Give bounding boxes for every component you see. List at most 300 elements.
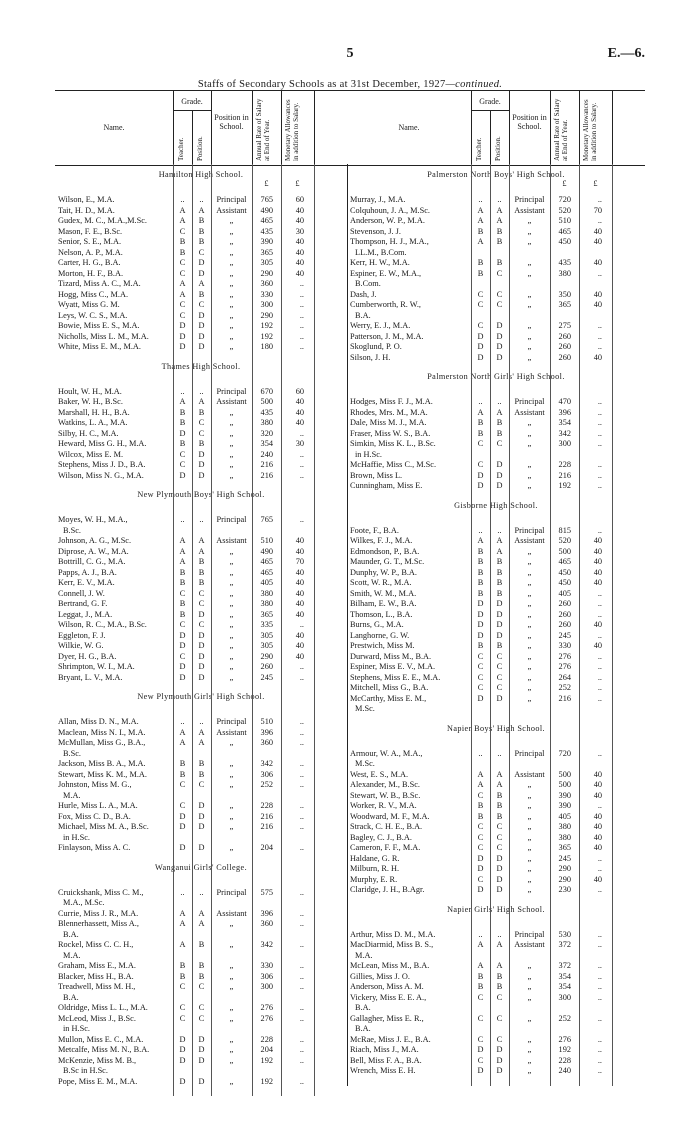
salary: 396 — [260, 727, 273, 737]
position-in-school: „ — [229, 961, 234, 970]
salary: 276 — [260, 1013, 273, 1023]
teacher-grade: D — [477, 470, 484, 480]
column-rule — [550, 164, 551, 1086]
allowance: .. — [299, 887, 304, 897]
salary: 330 — [260, 289, 273, 299]
table-row — [347, 331, 645, 342]
table-row — [55, 546, 347, 557]
staff-name: Rhodes, Mrs. M., M.A. — [350, 407, 428, 417]
position-grade: .. — [497, 929, 502, 939]
teacher-grade: A — [477, 216, 484, 225]
teacher-grade: D — [477, 620, 484, 629]
allowance: 40 — [593, 557, 602, 566]
staff-name: M.A. — [355, 950, 373, 960]
allowance: .. — [299, 717, 304, 726]
position-in-school: Principal — [216, 515, 247, 524]
position-in-school: „ — [229, 342, 234, 351]
teacher-grade: A — [179, 205, 186, 215]
table-row — [55, 459, 347, 470]
teacher-grade: D — [179, 843, 186, 852]
teacher-grade: B — [179, 578, 186, 587]
position-grade: C — [198, 588, 205, 598]
teacher-grade: B — [179, 247, 186, 257]
salary: 228 — [558, 460, 571, 469]
table-row — [55, 929, 347, 940]
staff-name: McCarthy, Miss E. M., — [350, 693, 427, 703]
teacher-grade: C — [477, 822, 484, 831]
staff-name: Anderson, W. P., M.A. — [350, 216, 425, 225]
staff-name: Edmondson, P., B.A. — [350, 546, 420, 556]
position-in-school: „ — [527, 672, 532, 682]
teacher-grade: B — [179, 759, 186, 768]
table-row — [55, 716, 347, 727]
position-in-school: „ — [527, 992, 532, 1002]
position-in-school: „ — [527, 790, 532, 800]
salary: 252 — [260, 780, 273, 789]
salary: 365 — [558, 843, 571, 852]
table-row — [347, 874, 645, 885]
table-row — [347, 449, 645, 460]
table-row — [55, 1065, 347, 1076]
table-row — [347, 205, 645, 216]
teacher-grade: D — [179, 1034, 186, 1044]
position-grade: D — [496, 342, 503, 351]
table-row — [347, 811, 645, 822]
position-in-school: „ — [527, 874, 532, 884]
teacher-grade: .. — [478, 195, 483, 204]
position-grade: .. — [497, 195, 502, 204]
staff-name: Kerr, H. W., M.A. — [350, 258, 410, 267]
staff-name: Morton, H. F., B.A. — [58, 268, 124, 278]
position-in-school: Assistant — [216, 908, 247, 918]
allowance: .. — [597, 321, 602, 330]
teacher-grade: A — [179, 940, 186, 949]
position-grade: A — [496, 205, 503, 215]
allowance: .. — [299, 331, 304, 341]
position-in-school: „ — [229, 449, 234, 459]
position-in-school: „ — [229, 258, 234, 267]
position-grade: B — [198, 940, 205, 949]
school-name: Napier Girls' High School. — [447, 904, 545, 914]
position-in-school: „ — [229, 268, 234, 278]
staff-name: Wrench, Miss E. H. — [350, 1066, 416, 1075]
table-row — [55, 268, 347, 279]
salary: 300 — [260, 300, 273, 309]
staff-name: Fox, Miss C. D., B.A. — [58, 811, 131, 821]
table-row — [55, 428, 347, 439]
staff-name: Smith, W. M., M.A. — [350, 588, 417, 598]
table-row — [55, 438, 347, 449]
salary: 365 — [558, 300, 571, 309]
salary: 260 — [558, 609, 571, 619]
table-header-left — [55, 90, 347, 166]
staff-name: Armour, W. A., M.A., — [350, 748, 423, 758]
staff-name: Anderson, Miss A. M. — [350, 982, 424, 991]
allowance: 40 — [593, 567, 602, 577]
teacher-grade: A — [179, 919, 186, 928]
staff-name: Scott, W. R., M.A. — [350, 578, 412, 587]
allowance: 40 — [295, 397, 304, 406]
salary: 500 — [260, 397, 273, 406]
salary: 490 — [260, 205, 273, 215]
salary: 228 — [558, 1055, 571, 1065]
salary: 720 — [558, 748, 571, 758]
salary: 230 — [558, 885, 571, 894]
teacher-grade: C — [477, 683, 484, 692]
position-in-school: „ — [527, 885, 532, 894]
position-in-school: „ — [229, 289, 234, 299]
position-grade: C — [496, 1013, 503, 1023]
table-row — [347, 257, 645, 268]
position-grade: D — [198, 672, 205, 682]
position-in-school: „ — [229, 1013, 234, 1023]
allowance: 40 — [593, 578, 602, 587]
teacher-grade: D — [179, 641, 186, 650]
position-in-school: „ — [229, 843, 234, 852]
table-row — [55, 609, 347, 620]
table-row — [347, 832, 645, 843]
staff-name: Allan, Miss D. N., M.A. — [58, 717, 139, 726]
allowance: 40 — [593, 874, 602, 884]
allowance: .. — [299, 811, 304, 821]
allowance: 40 — [295, 268, 304, 278]
teacher-grade: C — [477, 832, 484, 842]
currency-symbol: £ — [264, 179, 269, 188]
staff-name: Murray, J., M.A. — [350, 195, 406, 204]
staff-name: Hoult, W. H., M.A. — [58, 386, 122, 396]
position-grade: B — [198, 759, 205, 768]
position-grade: A — [496, 536, 503, 545]
salary: 260 — [558, 599, 571, 608]
position-grade: B — [198, 407, 205, 417]
table-row — [347, 842, 645, 853]
allowance: .. — [299, 759, 304, 768]
teacher-grade: B — [179, 439, 186, 448]
salary: 530 — [558, 929, 571, 939]
staff-name: Senior, S. E., M.A. — [58, 237, 122, 246]
position-in-school: Principal — [216, 887, 247, 897]
salary: 435 — [260, 407, 273, 417]
teacher-grade: C — [179, 1003, 186, 1012]
staff-name: Vickery, Miss E. E. A., — [350, 992, 427, 1002]
staff-name: Cunningham, Miss E. — [350, 481, 423, 490]
allowance: .. — [597, 982, 602, 991]
staff-name: Shrimpton, W. I., M.A. — [58, 662, 135, 671]
table-row — [55, 897, 347, 908]
salary: 390 — [260, 237, 273, 246]
table-row — [55, 779, 347, 790]
position-in-school: „ — [229, 279, 234, 288]
teacher-grade: .. — [478, 397, 483, 406]
position-in-school: „ — [527, 258, 532, 267]
column-rule — [192, 164, 193, 1096]
table-row — [55, 278, 347, 289]
allowance: 40 — [593, 536, 602, 545]
allowance: .. — [597, 961, 602, 970]
staff-name: Espiner, E. W., M.A., — [350, 268, 422, 278]
staff-name: McMullan, Miss G., B.A., — [58, 738, 146, 747]
staff-name: Mitchell, Miss G., B.A. — [350, 683, 429, 692]
salary: 245 — [558, 853, 571, 863]
teacher-grade: .. — [180, 386, 185, 396]
staff-name: Moyes, W. H., M.A., — [58, 515, 128, 524]
allowances-header: Monetary Allowances in addition to Salary. — [284, 99, 300, 161]
table-row — [347, 438, 645, 449]
salary: 390 — [558, 801, 571, 810]
column-rule — [252, 164, 253, 1096]
salary: 305 — [260, 258, 273, 267]
salary: 405 — [260, 578, 273, 587]
staff-name: Bottrill, C. G., M.A. — [58, 557, 126, 566]
school-name: Palmerston North Boys' High School. — [427, 170, 565, 179]
salary: 510 — [558, 216, 571, 225]
teacher-grade: .. — [180, 887, 185, 897]
allowance: 40 — [593, 289, 602, 299]
staff-name: Thomson, L., B.A. — [350, 609, 413, 619]
position-grade: B — [496, 982, 503, 991]
table-row — [347, 748, 645, 759]
column-rule — [281, 164, 282, 1096]
allowance: .. — [299, 460, 304, 469]
teacher-grade: C — [179, 780, 186, 789]
grade-rule — [471, 110, 509, 111]
school-name: New Plymouth Girls' High School. — [137, 692, 265, 701]
position-grade: C — [496, 651, 503, 661]
position-in-school: Principal — [514, 525, 545, 535]
teacher-grade: C — [477, 672, 484, 682]
salary: 300 — [260, 982, 273, 991]
table-row — [347, 1034, 645, 1045]
position-in-school: Assistant — [514, 940, 545, 949]
school-name: Gisborne High School. — [454, 500, 538, 510]
salary: 360 — [260, 919, 273, 928]
staff-name: Worker, R. V., M.A. — [350, 801, 417, 810]
teacher-grade: A — [179, 908, 186, 918]
table-row — [55, 289, 347, 300]
teacher-grade: B — [477, 588, 484, 598]
header-rule — [612, 91, 613, 165]
table-row — [55, 567, 347, 578]
column-rule — [612, 164, 613, 1086]
position-in-school: „ — [229, 599, 234, 608]
salary: 228 — [260, 1034, 273, 1044]
allowance: .. — [597, 331, 602, 341]
table-row — [55, 449, 347, 460]
staff-name: in H.Sc. — [355, 449, 382, 459]
teacher-grade: D — [179, 822, 186, 831]
teacher-grade: A — [477, 769, 484, 779]
position-in-school: „ — [527, 578, 532, 587]
teacher-grade: D — [179, 672, 186, 682]
position-grade: D — [496, 460, 503, 469]
staff-name: LL.M., B.Com. — [355, 247, 407, 257]
position-grade: B — [496, 237, 503, 246]
teacher-grade: B — [477, 226, 484, 236]
position-grade: B — [496, 258, 503, 267]
allowance: 40 — [295, 588, 304, 598]
salary: 465 — [260, 567, 273, 577]
position-grade: A — [198, 279, 205, 288]
position-grade: D — [198, 1034, 205, 1044]
table-row — [55, 1044, 347, 1055]
staff-name: B.A. — [355, 1024, 371, 1033]
table-row — [55, 535, 347, 546]
salary: 520 — [558, 205, 571, 215]
salary: 300 — [558, 992, 571, 1002]
salary: 180 — [260, 342, 273, 351]
teacher-grade: A — [477, 940, 484, 949]
salary: 396 — [260, 908, 273, 918]
position-in-school: „ — [527, 418, 532, 427]
salary: 240 — [558, 1066, 571, 1075]
table-row — [55, 769, 347, 780]
allowance: .. — [299, 801, 304, 810]
staff-name: Rockel, Miss C. C. H., — [58, 940, 134, 949]
teacher-grade: D — [477, 693, 484, 703]
allowance: 40 — [295, 407, 304, 417]
table-row — [55, 470, 347, 481]
table-row — [55, 821, 347, 832]
salary: 290 — [260, 268, 273, 278]
position-grade: D — [198, 449, 205, 459]
salary: 405 — [558, 811, 571, 821]
position-grade: D — [496, 331, 503, 341]
allowance: .. — [597, 481, 602, 490]
teacher-grade: C — [179, 226, 186, 236]
staff-name: Gillies, Miss J. O. — [350, 971, 410, 981]
allowance: .. — [299, 1034, 304, 1044]
salary: 192 — [260, 331, 273, 341]
position-in-school: „ — [229, 557, 234, 566]
position-in-school: „ — [527, 780, 532, 789]
allowance: 30 — [295, 226, 304, 236]
salary: 216 — [260, 460, 273, 469]
position-in-school: „ — [229, 470, 234, 480]
page-divider — [347, 164, 348, 1086]
allowance: .. — [597, 992, 602, 1002]
table-row — [347, 950, 645, 961]
salary: 192 — [260, 1055, 273, 1065]
salary: 380 — [260, 418, 273, 427]
table-row — [347, 1055, 645, 1066]
position-grade: D — [496, 874, 503, 884]
allowance: .. — [299, 1045, 304, 1054]
allowance: .. — [299, 961, 304, 970]
header-rule — [281, 91, 282, 165]
table-row — [55, 992, 347, 1003]
name-header: Name. — [398, 123, 420, 132]
table-row — [347, 417, 645, 428]
column-rule — [173, 164, 174, 1096]
allowance: .. — [597, 1013, 602, 1023]
teacher-grade: C — [477, 439, 484, 448]
position-in-school: „ — [229, 630, 234, 640]
position-in-school: „ — [527, 1034, 532, 1044]
staff-name: Currie, Miss J. R., M.A. — [58, 908, 139, 918]
salary: 380 — [558, 822, 571, 831]
staff-name: Colquhoun, J. A., M.Sc. — [350, 205, 430, 215]
position-grade: D — [496, 609, 503, 619]
allowance: 60 — [295, 195, 304, 204]
staff-name: Pope, Miss E. M., M.A. — [58, 1076, 138, 1086]
salary: 380 — [558, 832, 571, 842]
position-in-school: Assistant — [514, 205, 545, 215]
salary: 276 — [558, 1034, 571, 1044]
salary: 335 — [260, 620, 273, 629]
teacher-grade: C — [477, 662, 484, 671]
position-in-school: „ — [527, 630, 532, 640]
table-row — [347, 352, 645, 363]
salary: 396 — [558, 407, 571, 417]
position-in-school: Assistant — [216, 205, 247, 215]
teacher-grade: D — [477, 342, 484, 351]
teacher-grade: A — [179, 279, 186, 288]
table-row — [55, 832, 347, 843]
teacher-grade: A — [477, 536, 484, 545]
teacher-grade: D — [179, 470, 186, 480]
position-in-school: „ — [229, 418, 234, 427]
staff-name: Eggleton, F. J. — [58, 630, 106, 640]
position-grade: D — [496, 481, 503, 490]
teacher-grade: B — [179, 407, 186, 417]
position-in-school: Principal — [514, 195, 545, 204]
position-grade: B — [496, 971, 503, 981]
position-grade: B — [198, 237, 205, 246]
salary: 670 — [260, 386, 273, 396]
teacher-grade: D — [179, 331, 186, 341]
salary: 192 — [260, 1076, 273, 1086]
allowance: .. — [299, 940, 304, 949]
teacher-grade: B — [477, 557, 484, 566]
table-row — [55, 981, 347, 992]
table-row — [55, 386, 347, 397]
staff-name: Silby, H. C., M.A. — [58, 428, 119, 438]
staff-name: M.Sc. — [355, 704, 375, 713]
position-in-school: „ — [527, 331, 532, 341]
table-row — [55, 619, 347, 630]
position-grade: .. — [199, 887, 204, 897]
position-grade: C — [198, 300, 205, 309]
salary: 216 — [558, 470, 571, 480]
table-row — [55, 811, 347, 822]
salary: 500 — [558, 780, 571, 789]
position-in-school: „ — [527, 662, 532, 671]
teacher-grade: B — [179, 599, 186, 608]
header-rule — [490, 110, 491, 165]
staff-name: Stephens, Miss E. E., M.A. — [350, 672, 441, 682]
staff-name: Watkins, L. A., M.A. — [58, 418, 128, 427]
allowance: .. — [597, 195, 602, 204]
position-in-school: „ — [527, 1055, 532, 1065]
salary: 380 — [260, 588, 273, 598]
table-row — [55, 310, 347, 321]
position-in-school: „ — [229, 940, 234, 949]
position-grade: D — [198, 460, 205, 469]
allowance: 40 — [295, 216, 304, 225]
table-row — [347, 567, 645, 578]
table-row — [55, 748, 347, 759]
position-grade: D — [198, 342, 205, 351]
teacher-grade: B — [477, 811, 484, 821]
salary: 260 — [558, 620, 571, 629]
salary: 260 — [558, 331, 571, 341]
position-in-school: „ — [527, 961, 532, 970]
table-row — [55, 299, 347, 310]
teacher-grade: C — [179, 258, 186, 267]
salary: 276 — [558, 651, 571, 661]
column-rule — [211, 164, 212, 1096]
position-grade: A — [198, 919, 205, 928]
